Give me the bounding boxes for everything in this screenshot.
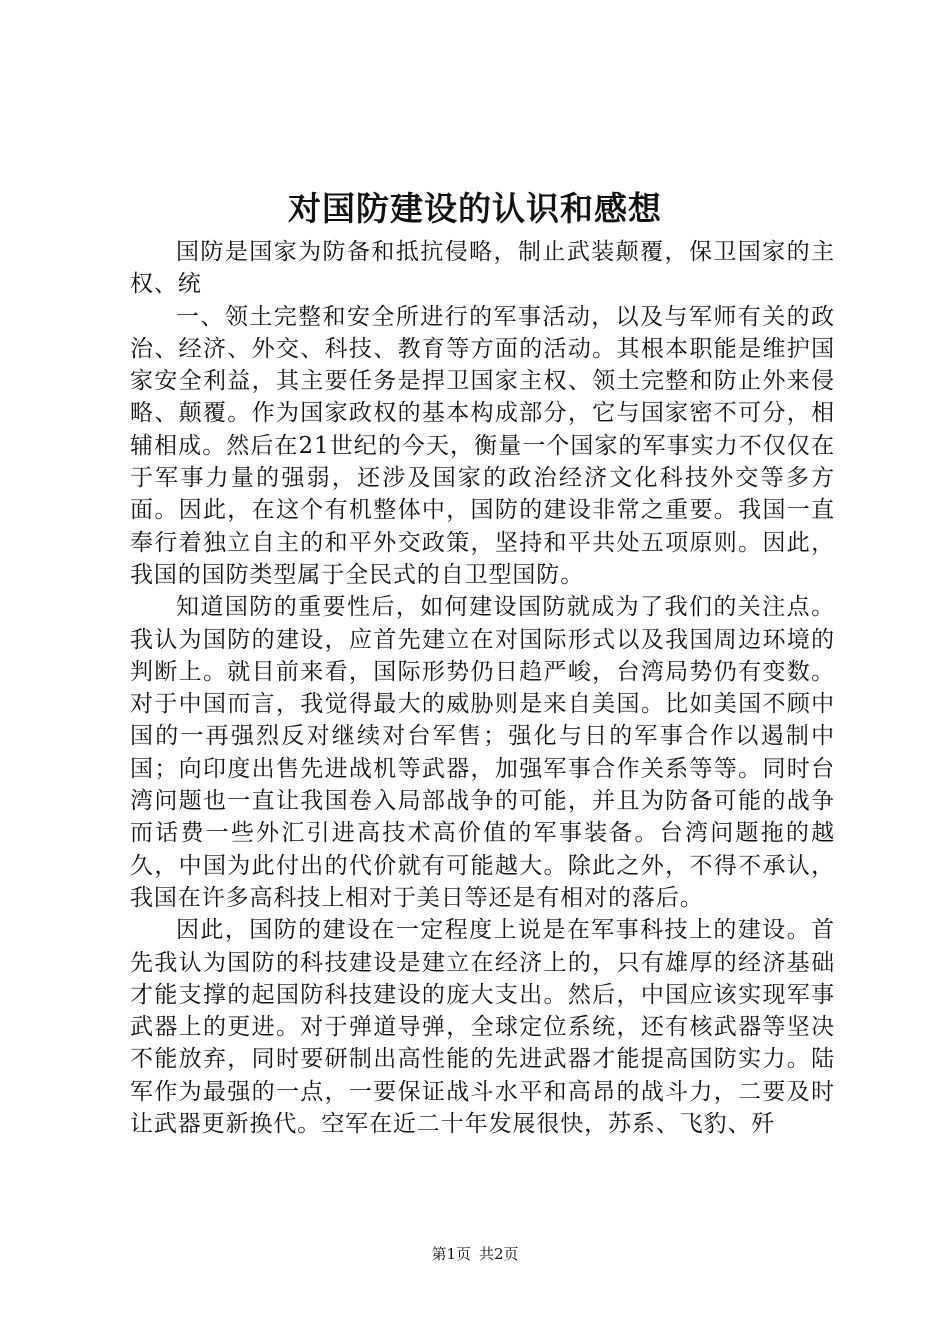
paragraph-intro: 国防是国家为防备和抵抗侵略，制止武装颠覆，保卫国家的主权、统 (130, 239, 835, 298)
page-total: 共2页 (479, 1245, 519, 1263)
paragraph-threats: 知道国防的重要性后，如何建设国防就成为了我们的关注点。我认为国防的建设，应首先建立在对国际形式以及我国周边环境的判断上。就目前来看，国际形势仍日趋严峻，台湾局势仍有变数。对于中国而言，我觉得最大的威胁则是来自美国。比如美国不顾中国的一再强烈反对继续对台军售；强化与日的军事合作以遏制中国；向印度出售先进战机等武器，加强军事合作关系等等。同时台湾问题也一直让我国卷入局部战争的可能，并且为防备可能的战争而话费一些外汇引进高技术高价值的军事装备。台湾问题拖的越久，中国为此付出的代价就有可能越大。除此之外，不得不承认，我国在许多高科技上相对于美日等还是有相对的落后。 (130, 594, 835, 911)
document-title: 对国防建设的认识和感想 (288, 189, 662, 228)
page-number: 第1页 (431, 1245, 471, 1263)
paragraph-definition: 一、领土完整和安全所进行的军事活动，以及与军师有关的政治、经济、外交、科技、教育等方面的活动。其根本职能是维护国家安全利益，其主要任务是捍卫国家主权、领土完整和防止外来侵略、颠覆。作为国家政权的基本构成部分，它与国家密不可分，相辅相成。然后在21世纪的今天，衡量一个国家的军事实力不仅仅在于军事力量的强弱，还涉及国家的政治经济文化科技外交等多方面。因此，在这个有机整体中，国防的建设非常之重要。我国一直奉行着独立自主的和平外交政策，坚持和平共处五项原则。因此，我国的国防类型属于全民式的自卫型国防。 (130, 303, 835, 588)
page-footer (0, 1244, 950, 1264)
document-body (130, 236, 835, 1140)
paragraph-technology: 因此，国防的建设在一定程度上说是在军事科技上的建设。首先我认为国防的科技建设是建立在经济上的，只有雄厚的经济基础才能支撑的起国防科技建设的庞大支出。然后，中国应该实现军事武器上的更进。对于弹道导弹，全球定位系统，还有核武器等坚决不能放弃，同时要研制出高性能的先进武器才能提高国防实力。陆军作为最强的一点，一要保证战斗水平和高昂的战斗力，二要及时让武器更新换代。空军在近二十年发展很快，苏系、飞豹、歼 (130, 917, 835, 1138)
